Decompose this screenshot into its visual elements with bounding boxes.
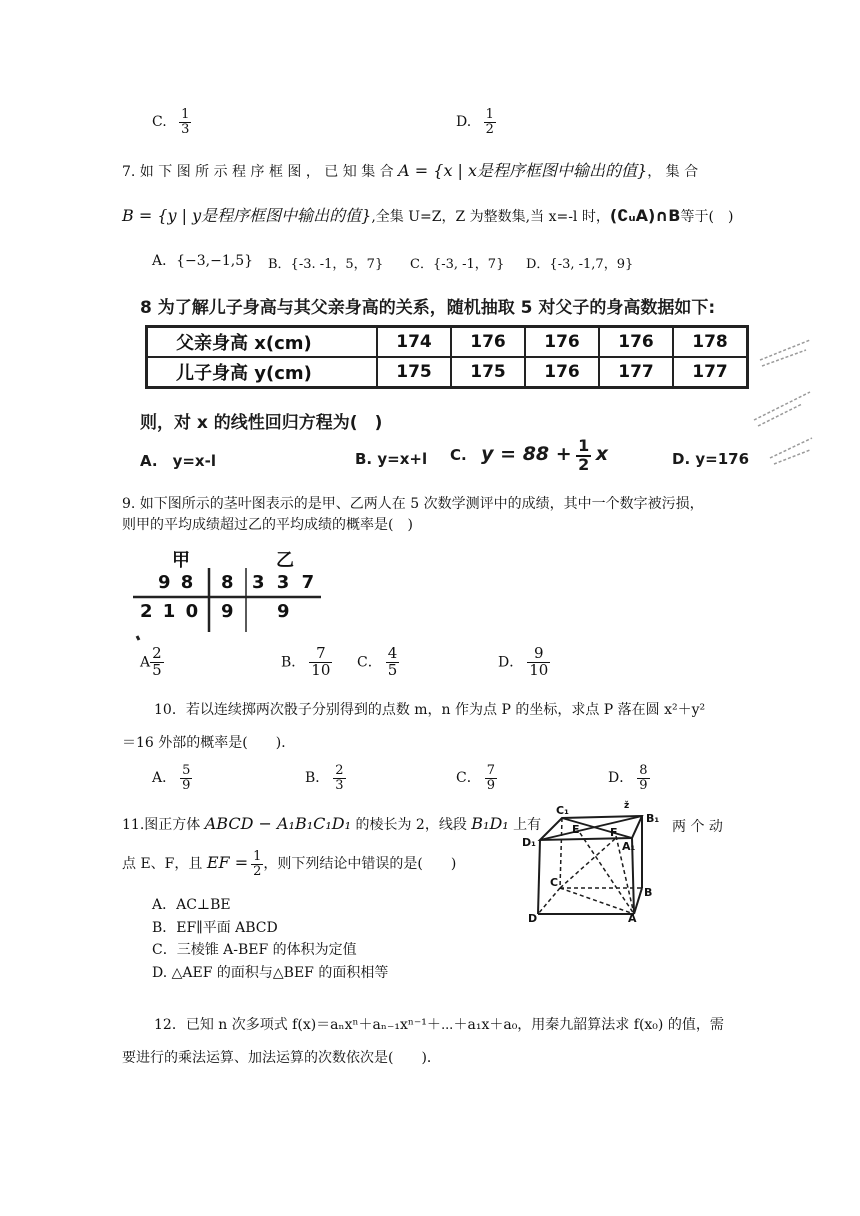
table-cell: 174 bbox=[377, 327, 451, 358]
q9-option-b-fraction bbox=[309, 646, 332, 679]
q7-text: 等于( ) bbox=[680, 209, 734, 225]
table-row bbox=[147, 357, 748, 388]
cube-label-a: A bbox=[628, 912, 637, 922]
q8-question: 则，对 x 的线性回归方程为( ) bbox=[140, 413, 383, 433]
q9-option-a-label: A bbox=[140, 654, 151, 671]
q10-option-a-fraction bbox=[180, 764, 192, 792]
q11-line2 bbox=[122, 850, 456, 878]
fraction-denominator: 9 bbox=[639, 777, 648, 793]
q10-option-c-fraction bbox=[485, 764, 497, 792]
stem-leaf-lines bbox=[125, 540, 335, 645]
q7-text: 7. 如 下 图 所 示 程 序 框 图 ， 已 知 集 合 bbox=[122, 164, 399, 180]
q8-option-c-label: C. bbox=[450, 445, 467, 464]
q11-text: 的棱长为 2，线段 bbox=[351, 817, 472, 833]
q9-line2: 则甲的平均成绩超过乙的平均成绩的概率是( ) bbox=[122, 517, 413, 533]
q8-option-d: D. y=176 bbox=[672, 450, 750, 468]
fraction-numerator: 8 bbox=[639, 763, 648, 778]
q10-option-c bbox=[456, 764, 497, 792]
q7-line2 bbox=[122, 203, 733, 226]
q7-line1 bbox=[122, 158, 698, 181]
q11-option-b: B．EF∥平面 ABCD bbox=[152, 919, 278, 936]
table-cell: 176 bbox=[599, 327, 673, 358]
q9-option-d bbox=[498, 646, 550, 679]
q11-option-a: A．AC⊥BE bbox=[152, 897, 231, 913]
q11-ef: EF = bbox=[206, 853, 249, 873]
fraction-denominator: 5 bbox=[387, 660, 398, 679]
table-row-label: 儿子身高 y(cm) bbox=[147, 357, 378, 388]
q6-option-c-fraction bbox=[179, 108, 191, 136]
q7-option-c: C．{-3, -1，7} bbox=[410, 257, 505, 272]
q9-option-d-label: D． bbox=[498, 654, 524, 671]
fraction-denominator: 5 bbox=[152, 660, 162, 679]
cube-label-top: ž bbox=[624, 801, 630, 811]
stem-leaf-r1-stem: 8 bbox=[221, 572, 234, 593]
fraction-numerator: 4 bbox=[387, 644, 398, 662]
table-cell: 177 bbox=[599, 357, 673, 388]
q7-text: ， 集 合 bbox=[647, 164, 699, 180]
q8-title: 8 为了解儿子身高与其父亲身高的关系，随机抽取 5 对父子的身高数据如下: bbox=[140, 298, 716, 318]
q9-option-d-fraction bbox=[527, 646, 550, 679]
q6-option-c-label: C. bbox=[152, 114, 167, 131]
fraction-denominator: 9 bbox=[486, 777, 495, 793]
q12-line2: 要进行的乘法运算、加法运算的次数依次是( )． bbox=[122, 1050, 441, 1066]
q8-option-a: A. y=x-l bbox=[140, 452, 216, 470]
q7-option-a: A．{−3,−1,5} bbox=[152, 253, 254, 269]
q11-segment: B₁D₁ bbox=[471, 814, 509, 833]
cube-label-a1: A₁ bbox=[622, 840, 636, 853]
q11-text: ，则下列结论中错误的是( ) bbox=[263, 856, 457, 873]
q11-text: 上有 bbox=[508, 817, 542, 833]
q10-option-b bbox=[305, 764, 346, 792]
table-row bbox=[147, 327, 748, 358]
q11-options bbox=[152, 894, 388, 984]
fraction-denominator: 3 bbox=[335, 777, 344, 793]
q10-option-a bbox=[152, 764, 192, 792]
q6-option-d-label: D. bbox=[456, 114, 472, 131]
fraction-numerator: 2 bbox=[335, 763, 344, 778]
q9-line1: 9. 如下图所示的茎叶图表示的是甲、乙两人在 5 次数学测评中的成绩，其中一个数字被污损， bbox=[122, 496, 704, 512]
q6-option-c bbox=[152, 108, 191, 136]
q8-option-c-variable: x bbox=[595, 442, 608, 465]
q6-option-d bbox=[456, 108, 496, 136]
q11-line1 bbox=[122, 814, 541, 834]
stem-leaf-head-left: 甲 bbox=[172, 550, 190, 571]
table-cell: 177 bbox=[673, 357, 748, 388]
q11-ef-fraction bbox=[251, 850, 263, 878]
cube-label-d: D bbox=[528, 912, 538, 922]
watermark-marks bbox=[740, 330, 820, 470]
fraction-numerator: 2 bbox=[152, 644, 162, 662]
q6-option-d-fraction bbox=[484, 108, 496, 136]
cube-label-e: E bbox=[572, 823, 580, 836]
fraction-denominator: 3 bbox=[181, 121, 190, 137]
q9-option-b-label: B． bbox=[281, 654, 306, 671]
q12-line1: 12．已知 n 次多项式 f(x)＝aₙxⁿ＋aₙ₋₁xⁿ⁻¹＋⋯＋a₁x＋a₀，用秦九韶算法求 f(x₀) 的值，需 bbox=[154, 1017, 724, 1033]
q9-option-a-fraction bbox=[150, 646, 164, 679]
table-row-label: 父亲身高 x(cm) bbox=[147, 327, 378, 358]
q8-option-c-text: y = 88 + bbox=[481, 442, 572, 465]
q7-set-b: B = {y | y是程序框图中输出的值} bbox=[122, 206, 372, 225]
fraction-denominator: 10 bbox=[529, 660, 549, 679]
cube-label-d1: D₁ bbox=[522, 836, 536, 849]
fraction-numerator: 1 bbox=[485, 107, 494, 122]
table-cell: 176 bbox=[525, 357, 599, 388]
q9-option-c-label: C． bbox=[357, 654, 382, 671]
q9-option-a bbox=[140, 646, 164, 679]
q10-option-d-label: D． bbox=[608, 770, 634, 787]
q8-option-b: B. y=x+l bbox=[355, 450, 428, 468]
fraction-numerator: 1 bbox=[181, 107, 190, 122]
stem-leaf-r1-left: 9 8 bbox=[158, 572, 196, 593]
q9-option-c-fraction bbox=[386, 646, 400, 679]
fraction-denominator: 10 bbox=[311, 660, 331, 679]
fraction-numerator: 7 bbox=[486, 763, 495, 778]
cube-label-c: C bbox=[550, 876, 559, 889]
q10-option-d-fraction bbox=[637, 764, 649, 792]
q7-set-a: A = {x | x是程序框图中输出的值} bbox=[398, 161, 648, 180]
q11-line1-end: 两 个 动 bbox=[672, 819, 723, 835]
fraction-numerator: 9 bbox=[534, 644, 544, 662]
q11-text: 点 E、F，且 bbox=[122, 856, 207, 873]
fraction-denominator: 2 bbox=[253, 863, 262, 879]
q8-height-table bbox=[145, 325, 749, 389]
q8-option-c-fraction bbox=[576, 438, 591, 474]
q7-option-d: D．{-3, -1,7，9} bbox=[526, 257, 634, 272]
table-cell: 176 bbox=[525, 327, 599, 358]
table-cell: 176 bbox=[451, 327, 525, 358]
stem-leaf-r2-right: 9 bbox=[277, 601, 290, 622]
fraction-numerator: 1 bbox=[578, 436, 590, 455]
cube-label-b1: B₁ bbox=[646, 812, 660, 825]
table-cell: 175 bbox=[377, 357, 451, 388]
q10-line1: 10．若以连续掷两次骰子分别得到的点数 m，n 作为点 P 的坐标，求点 P 落在圆 x²＋y² bbox=[154, 702, 706, 718]
fraction-denominator: 2 bbox=[578, 454, 590, 474]
cube-figure bbox=[520, 798, 670, 922]
q9-option-b bbox=[281, 646, 332, 679]
stem-leaf-r2-stem: 9 bbox=[221, 601, 234, 622]
q7-text: ,全集 U=Z，Z 为整数集,当 x=-l 时， bbox=[371, 209, 610, 225]
q7-option-b: B．{-3. -1，5，7} bbox=[268, 257, 384, 272]
cube-label-b: B bbox=[644, 886, 653, 899]
fraction-denominator: 2 bbox=[485, 121, 494, 137]
q11-cube: ABCD − A₁B₁C₁D₁ bbox=[204, 814, 352, 833]
q11-option-c: C．三棱锥 A-BEF 的体积为定值 bbox=[152, 942, 357, 958]
fraction-numerator: 5 bbox=[182, 763, 191, 778]
q11-option-d: D. △AEF 的面积与△BEF 的面积相等 bbox=[152, 964, 389, 981]
q10-option-a-label: A． bbox=[152, 770, 177, 787]
q10-line2: ＝16 外部的概率是( )． bbox=[122, 735, 296, 751]
q10-option-c-label: C． bbox=[456, 770, 481, 787]
q9-option-c bbox=[357, 646, 399, 679]
fraction-numerator: 7 bbox=[316, 644, 326, 662]
stem-leaf-head-right: 乙 bbox=[276, 550, 294, 571]
q10-option-b-fraction bbox=[333, 764, 345, 792]
q10-option-d bbox=[608, 764, 650, 792]
q7-expression: (∁ᵤA)∩B bbox=[609, 206, 681, 225]
cube-label-c1: C₁ bbox=[556, 804, 569, 817]
table-cell: 175 bbox=[451, 357, 525, 388]
table-cell: 178 bbox=[673, 327, 748, 358]
cube-label-f: F bbox=[610, 826, 618, 839]
stem-leaf-r1-right: 3 3 7 bbox=[252, 572, 318, 593]
q10-option-b-label: B． bbox=[305, 770, 330, 787]
stem-leaf-r2-left: 2 1 0 bbox=[140, 601, 201, 622]
fraction-denominator: 9 bbox=[182, 777, 191, 793]
q11-text: 11.图正方体 bbox=[122, 817, 205, 833]
q8-option-c bbox=[450, 438, 608, 474]
fraction-numerator: 1 bbox=[253, 849, 262, 864]
